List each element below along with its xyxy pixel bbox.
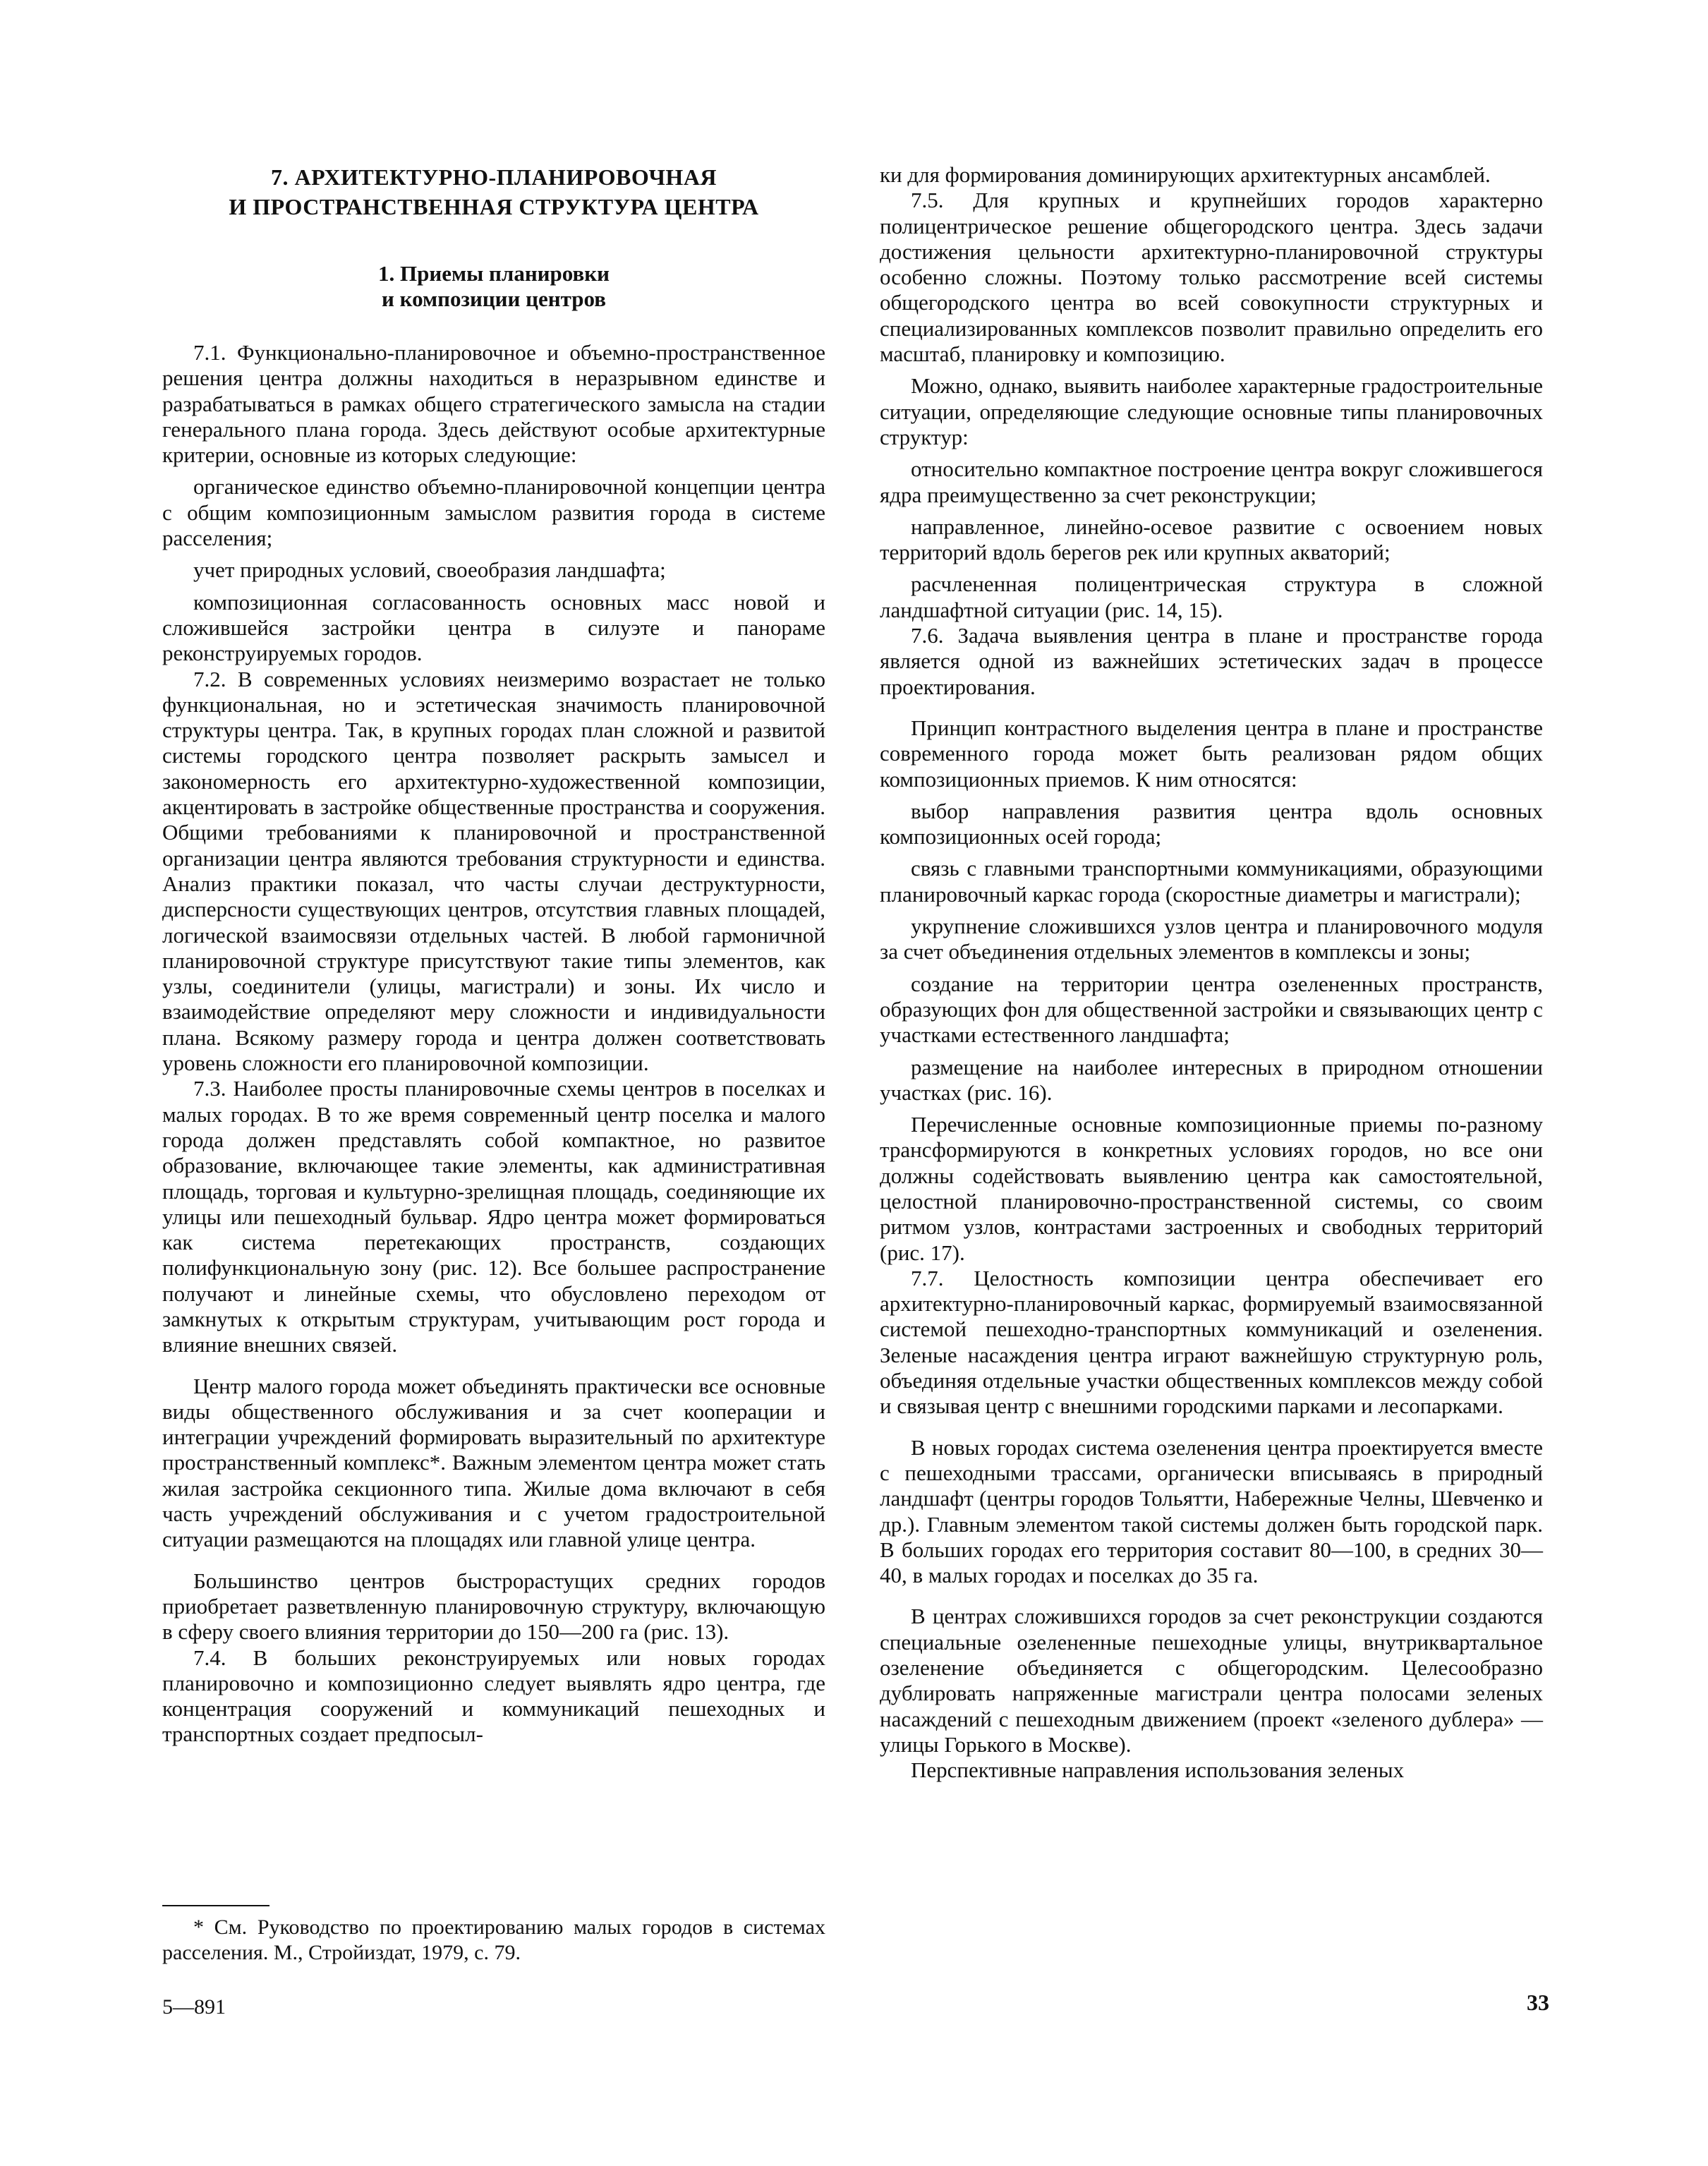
paragraph: направленное, линейно-осевое развитие с освоением новых территорий вдоль берегов рек или крупных акваторий;: [880, 514, 1543, 565]
paragraph: 7.2. В современных условиях неизмеримо возрастает не только функциональная, но и эстетическая значимость планировочной структуры центра. Так, в крупных городах план сложной и развитой системы городского центра позволяет раскрыть замысел и закономерность его архитектурно-художественной композиции, акцентировать в застройке общественные пространства и сооружения. Общими требованиями к планировочной и пространственной организации центра являются требования структурности и единства. Анализ практики показал, что часты случаи деструктурности, дисперсности существующих центров, отсутствия главных площадей, логической взаимосвязи отдельных частей. В любой гармоничной планировочной структуре присутствуют такие типы элементов, как узлы, соединители (улицы, магистрали) и зоны. Их число и взаимодействие определяют меру сложности и индивидуальности плана. Всякому размеру города и центра должен соответствовать уровень сложности его планировочной композиции.: [162, 666, 825, 1076]
printer-signature: 5—891: [162, 1995, 226, 2019]
paragraph: учет природных условий, своеобразия ландшафта;: [193, 557, 666, 583]
paragraph: В новых городах система озеленения центра проектируется вместе с пешеходными трассами, органически вписываясь в природный ландшафт (центры городов Тольятти, Набережные Челны, Шевченко и др.). Главным элементом такой системы должен быть городской парк. В больших городах его территория составит 80—100, в средних 30—40, в малых городах и поселках до 35 га.: [880, 1434, 1543, 1588]
section-title-line: и композиции центров: [382, 286, 606, 311]
paragraph: относительно компактное построение центра вокруг сложившегося ядра преимущественно за счет реконструкции;: [880, 456, 1543, 507]
paragraph: 7.1. Функционально-планировочное и объемно-пространственное решения центра должны находиться в неразрывном единстве и разрабатываться в рамках общего стратегического замысла на стадии генерального плана города. Здесь действуют особые архитектурные критерии, основные из которых следующие:: [162, 340, 825, 468]
section-title-line: 1. Приемы планировки: [378, 261, 610, 286]
paragraph: расчлененная полицентрическая структура в сложной ландшафтной ситуации (рис. 14, 15).: [880, 571, 1543, 622]
page-number: 33: [1527, 1990, 1549, 2015]
paragraph: Перспективные направления использования зеленых: [911, 1757, 1405, 1783]
paragraph: размещение на наиболее интересных в природном отношении участках (рис. 16).: [880, 1054, 1543, 1105]
paragraph: выбор направления развития центра вдоль основных композиционных осей города;: [880, 798, 1543, 849]
footnote-rule: [162, 1905, 269, 1906]
paragraph: 7.7. Целостность композиции центра обеспечивает его архитектурно-планировочный каркас, формируемый взаимосвязанной системой пешеходно-транспортных коммуникаций и озеленения. Зеленые насаждения центра играют важнейшую структурную роль, объединяя отдельные участки общественных комплексов между собой и связывая центр с внешними городскими парками и лесопарками.: [880, 1265, 1543, 1419]
paragraph: связь с главными транспортными коммуникациями, образующими планировочный каркас города (скоростные диаметры и магистрали);: [880, 856, 1543, 907]
paragraph: 7.6. Задача выявления центра в плане и пространстве города является одной из важнейших эстетических задач в процессе проектирования.: [880, 623, 1543, 699]
paragraph: Центр малого города может объединять практически все основные виды общественного обслуживания и за счет кооперации и интеграции учреждений формировать выразительный по архитектуре пространственный комплекс*. Важным элементом центра может стать жилая застройка секционного типа. Жилые дома включают в себя часть учреждений обслуживания и с учетом градостроительной ситуации размещаются на площадях или главной улице центра.: [162, 1373, 825, 1552]
paragraph: Большинство центров быстрорастущих средних городов приобретает разветвленную планировочную структуру, включающую в сферу своего влияния территории до 150—200 га (рис. 13).: [162, 1568, 825, 1645]
left-column: [162, 162, 825, 1748]
right-column: [880, 162, 1543, 1784]
paragraph: ки для формирования доминирующих архитектурных ансамблей.: [880, 162, 1491, 187]
chapter-title-line: 7. АРХИТЕКТУРНО-ПЛАНИРОВОЧНАЯ: [270, 164, 717, 190]
paragraph: В центрах сложившихся городов за счет реконструкции создаются специальные озелененные пешеходные улицы, внутриквартальное озеленение объединяется с общегородским. Целесообразно дублировать напряженные магистрали центра полосами зеленых насаждений с пешеходным движением (проект «зеленого дублера» — улицы Горького в Москве).: [880, 1604, 1543, 1757]
paragraph: Перечисленные основные композиционные приемы по-разному трансформируются в конкретных условиях городов, но все они должны содействовать выявлению центра как самостоятельной, целостной планировочно-пространственной системы, со своим ритмом узлов, контрастами застроенных и свободных территорий (рис. 17).: [880, 1112, 1543, 1265]
chapter-title-line: И ПРОСТРАНСТВЕННАЯ СТРУКТУРА ЦЕНТРА: [229, 194, 759, 219]
footnote: * См. Руководство по проектированию малых городов в системах расселения. М., Стройиздат, 1979, с. 79.: [162, 1916, 825, 1964]
paragraph: укрупнение сложившихся узлов центра и планировочного модуля за счет объединения отдельных элементов в комплексы и зоны;: [880, 914, 1543, 964]
paragraph: 7.4. В больших реконструируемых или новых городах планировочно и композиционно следует выявлять ядро центра, где концентрация сооружений и коммуникаций пешеходных и транспортных создает предпосыл-: [162, 1645, 825, 1747]
paragraph: Можно, однако, выявить наиболее характерные градостроительные ситуации, определяющие следующие основные типы планировочных структур:: [880, 373, 1543, 449]
paragraph: органическое единство объемно-планировочной концепции центра с общим композиционным замыслом развития города в системе расселения;: [162, 474, 825, 551]
paragraph: Принцип контрастного выделения центра в плане и пространстве современного города может быть реализован рядом общих композиционных приемов. К ним относятся:: [880, 715, 1543, 792]
chapter-title: [162, 162, 825, 222]
paragraph: создание на территории центра озелененных пространств, образующих фон для общественной застройки и связывающих центр с участками естественного ландшафта;: [880, 971, 1543, 1048]
paragraph: 7.3. Наиболее просты планировочные схемы центров в поселках и малых городах. В то же время современный центр поселка и малого города должен представлять собой компактное, но развитое образование, включающее такие элементы, как административная площадь, торговая и культурно-зрелищная площадь, соединяющие их улицы или пешеходный бульвар. Ядро центра может формироваться как система перетекающих пространств, создающих полифункциональную зону (рис. 12). Все большее распространение получают и линейные схемы, что обусловлено переходом от замкнутых к открытым структурам, учитывающим рост города и влияние внешних связей.: [162, 1076, 825, 1357]
section-title: [162, 261, 825, 312]
paragraph: композиционная согласованность основных масс новой и сложившейся застройки центра в силуэте и панораме реконструируемых городов.: [162, 589, 825, 666]
paragraph: 7.5. Для крупных и крупнейших городов характерно полицентрическое решение общегородского центра. Здесь задачи достижения цельности архитектурно-планировочной структуры особенно сложны. Поэтому только рассмотрение всей системы общегородского центра во всей совокупности структурных и специализированных комплексов позволит правильно определить его масштаб, планировку и композицию.: [880, 188, 1543, 367]
